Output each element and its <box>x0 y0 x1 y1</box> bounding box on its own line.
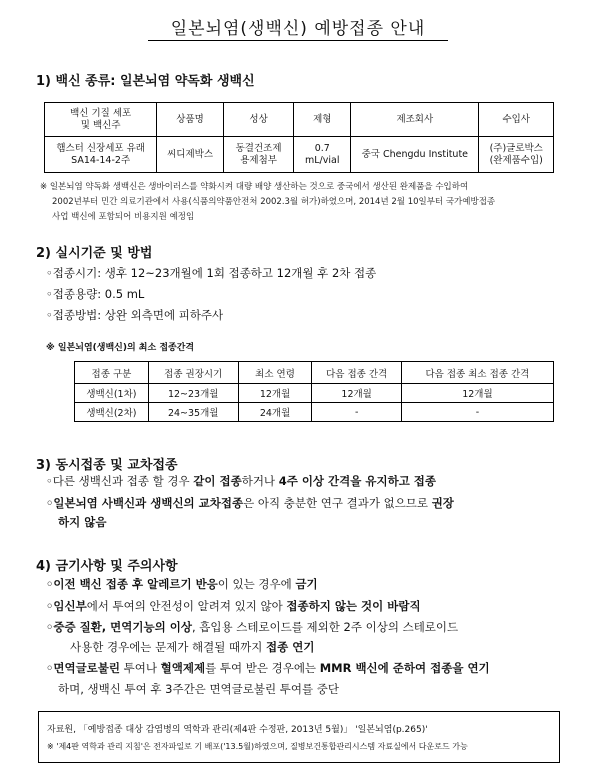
table-cell: 씨디제박스 <box>157 137 224 173</box>
bullet-text: 사용한 경우에는 문제가 해결될 때까지 <box>70 640 267 654</box>
bullet-continuation: 하며, 생백신 투여 후 3주간은 면역글로불린 투여를 중단 <box>58 682 339 696</box>
section-3-heading: 3) 동시접종 및 교차접종 <box>36 458 178 473</box>
table-header-cell: 백신 기질 세포 및 백신주 <box>45 103 157 137</box>
note-line: ※ 일본뇌염 약독화 생백신은 생바이러스를 약화시켜 대량 배양 생산하는 것으로 중국에서 생산된 완제품을 수입하여 <box>40 182 469 192</box>
table-cell: 햄스터 신장세포 유래 SA14-14-2주 <box>45 137 157 173</box>
bullet-emphasis: 권장 <box>431 496 454 510</box>
table-header-cell: 최소 연령 <box>238 362 312 384</box>
bullet-item <box>46 659 490 678</box>
table-cell: 24개월 <box>238 403 312 422</box>
bullet-text: 에서 투여의 안전성이 알려져 있지 않아 <box>86 599 287 613</box>
bullet-text: 이 있는 경우에 <box>217 577 296 591</box>
reference-line: ※ '제4판 역학과 관리 지침'은 전자파일로 기 배포('13.5월)하였으며, 질병보건통합관리시스템 자료실에서 다운로드 가능 <box>47 742 468 751</box>
bullet-emphasis: 하지 않음 <box>58 515 107 529</box>
table-cell: (주)글로박스 (완제품수입) <box>479 137 554 173</box>
note-line: 2002년부터 민간 의료기관에서 사용(식품의약품안전처 2002.3월 허가)하였으며, 2014년 2월 10일부터 국가예방접종 <box>52 197 496 207</box>
table-header-cell: 제조회사 <box>351 103 479 137</box>
table-cell: 12~23개월 <box>148 384 238 403</box>
interval-table-caption: ※ 일본뇌염(생백신)의 최소 접종간격 <box>46 343 195 353</box>
table-row <box>75 403 554 422</box>
bullet-item: ◦접종용량: 0.5 mL <box>46 287 145 301</box>
table-header-row <box>75 362 554 384</box>
table-header-cell: 다음 접종 간격 <box>312 362 401 384</box>
interval-table <box>74 361 554 422</box>
bullet-item <box>46 575 318 594</box>
table-cell: - <box>401 403 553 422</box>
vaccine-info-table <box>44 102 554 173</box>
bullet-text: 를 투여 받은 경우에는 <box>205 661 320 675</box>
bullet-item: ◦접종방법: 상완 외측면에 피하주사 <box>46 308 224 322</box>
bullet-emphasis: ◦일본뇌염 사백신과 생백신의 교차접종 <box>46 496 244 510</box>
bullet-continuation <box>58 513 106 532</box>
table-header-cell: 성상 <box>223 103 294 137</box>
bullet-emphasis: 접종 연기 <box>266 640 315 654</box>
section-4-heading: 4) 금기사항 및 주의사항 <box>36 559 178 574</box>
table-cell: 12개월 <box>401 384 553 403</box>
bullet-item <box>46 494 454 513</box>
section-2-heading: 2) 실시기준 및 방법 <box>36 246 153 261</box>
reference-line: 자료원, 「예방접종 대상 감염병의 역학과 관리(제4판 수정판, 2013년 5월)」 '일본뇌염(p.265)' <box>47 725 428 735</box>
table-header-cell: 수입사 <box>479 103 554 137</box>
bullet-emphasis: ◦중증 질환, 면역기능의 이상 <box>46 620 192 634</box>
table-header-cell: 접종 구분 <box>75 362 149 384</box>
table-header-cell: 접종 권장시기 <box>148 362 238 384</box>
table-row <box>75 384 554 403</box>
table-cell: 0.7 mL/vial <box>294 137 351 173</box>
table-cell: 중국 Chengdu Institute <box>351 137 479 173</box>
bullet-emphasis: ◦이전 백신 접종 후 알레르기 반응 <box>46 577 218 591</box>
bullet-emphasis: 4주 이상 간격을 유지하고 접종 <box>278 474 437 488</box>
bullet-text: , 흡입용 스테로이드를 제외한 2주 이상의 스테로이드 <box>191 620 459 634</box>
bullet-continuation <box>70 638 314 657</box>
page-title: 일본뇌염(생백신) 예방접종 안내 <box>170 19 426 39</box>
table-cell: 동결건조제 용제첨부 <box>223 137 294 173</box>
table-cell: 24~35개월 <box>148 403 238 422</box>
title-underline <box>148 40 448 41</box>
table-cell: - <box>312 403 401 422</box>
bullet-item <box>46 472 436 491</box>
bullet-text: 은 아직 충분한 연구 결과가 없으므로 <box>243 496 432 510</box>
bullet-text: 투여나 <box>120 661 161 675</box>
table-cell: 12개월 <box>312 384 401 403</box>
bullet-item <box>46 618 458 637</box>
table-cell: 생백신(1차) <box>75 384 149 403</box>
bullet-emphasis: 접종하지 않는 것이 바람직 <box>286 599 421 613</box>
bullet-emphasis: ◦임신부 <box>46 599 87 613</box>
bullet-emphasis: 같이 접종 <box>193 474 242 488</box>
table-header-cell: 상품명 <box>157 103 224 137</box>
bullet-emphasis: 혈액제제 <box>160 661 206 675</box>
bullet-item <box>46 597 421 616</box>
table-row <box>45 137 554 173</box>
section-1-heading: 1) 백신 종류: 일본뇌염 약독화 생백신 <box>36 74 255 89</box>
table-cell: 생백신(2차) <box>75 403 149 422</box>
note-line: 사업 백신에 포함되어 비용지원 예정임 <box>52 212 195 222</box>
table-cell: 12개월 <box>238 384 312 403</box>
reference-box <box>38 711 560 763</box>
table-header-cell: 제형 <box>294 103 351 137</box>
table-header-row <box>45 103 554 137</box>
bullet-text: ◦다른 생백신과 접종 할 경우 <box>46 474 194 488</box>
table-header-cell: 다음 접종 최소 접종 간격 <box>401 362 553 384</box>
bullet-emphasis: ◦면역글로불린 <box>46 661 121 675</box>
bullet-item: ◦접종시기: 생후 12~23개월에 1회 접종하고 12개월 후 2차 접종 <box>46 266 377 280</box>
bullet-emphasis: MMR 백신에 준하여 접종을 연기 <box>319 661 490 675</box>
bullet-text: 하거나 <box>241 474 279 488</box>
bullet-emphasis: 금기 <box>295 577 318 591</box>
